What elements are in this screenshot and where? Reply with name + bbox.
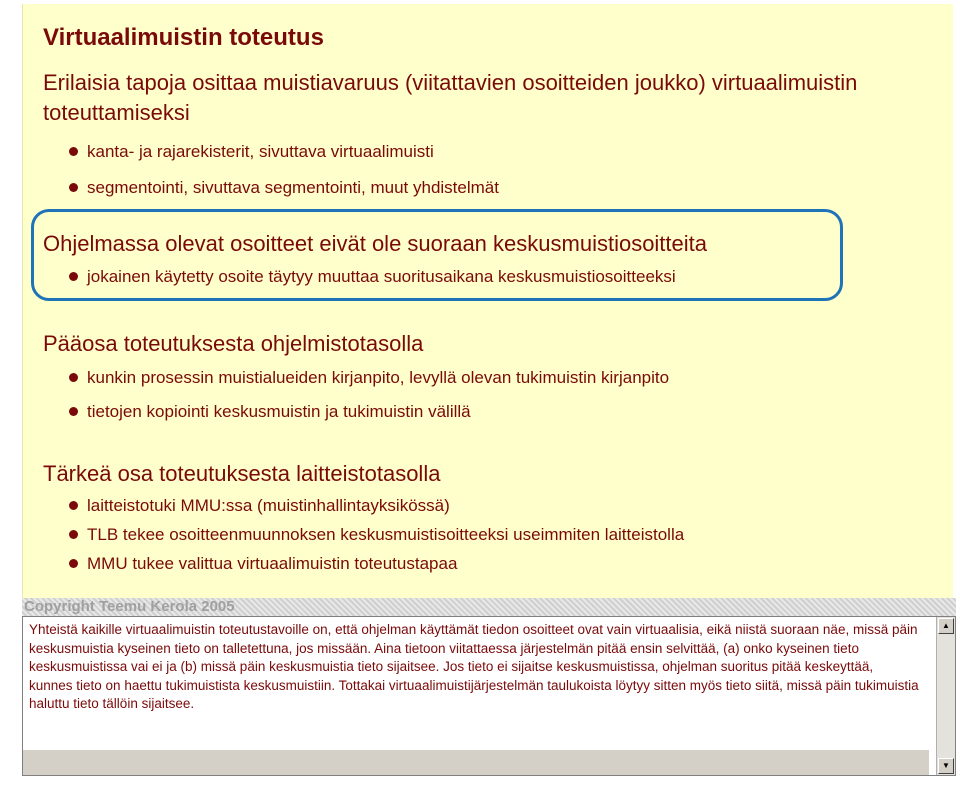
bullet-text: MMU tukee valittua virtuaalimuistin toteutustapaa bbox=[87, 554, 458, 573]
slide-canvas bbox=[22, 4, 953, 598]
section-heading: Ohjelmassa olevat osoitteet eivät ole suoraan keskusmuistiosoitteita bbox=[43, 231, 708, 256]
bullet-dot-icon bbox=[69, 147, 78, 156]
bullet-item bbox=[69, 361, 933, 395]
notes-empty-area bbox=[23, 750, 929, 775]
bullet-item bbox=[69, 491, 933, 520]
scroll-down-arrow-icon[interactable]: ▼ bbox=[938, 758, 954, 774]
slide-title: Virtuaalimuistin toteutus bbox=[43, 24, 324, 51]
bullet-text: jokainen käytetty osoite täytyy muuttaa suoritusaikana keskusmuistiosoitteeksi bbox=[87, 267, 676, 286]
bullet-dot-icon bbox=[69, 373, 78, 382]
bullet-dot-icon bbox=[69, 272, 78, 281]
bullet-list bbox=[43, 134, 933, 206]
bullet-item bbox=[69, 134, 933, 170]
bullet-text: segmentointi, sivuttava segmentointi, muut yhdistelmät bbox=[87, 178, 499, 197]
bullet-text: TLB tekee osoitteenmuunnoksen keskusmuistisoitteeksi useimmiten laitteistolla bbox=[87, 525, 685, 544]
scroll-up-arrow-icon[interactable]: ▲ bbox=[938, 618, 954, 634]
bullet-dot-icon bbox=[69, 183, 78, 192]
speaker-notes-pane[interactable] bbox=[22, 616, 956, 776]
bullet-item bbox=[69, 549, 933, 578]
bullet-item bbox=[69, 520, 933, 549]
bullet-text: kunkin prosessin muistialueiden kirjanpito, levyllä olevan tukimuistin kirjanpito bbox=[87, 368, 670, 387]
copyright-banner: Copyright Teemu Kerola 2005 bbox=[22, 598, 956, 616]
bullet-list bbox=[43, 361, 933, 429]
bullet-item bbox=[69, 259, 933, 295]
section-memory-partitioning bbox=[43, 68, 933, 206]
bullet-text: kanta- ja rajarekisterit, sivuttava virtuaalimuisti bbox=[87, 142, 434, 161]
bullet-text: laitteistotuki MMU:ssa (muistinhallintayksikössä) bbox=[87, 496, 450, 515]
section-heading: Tärkeä osa toteutuksesta laitteistotasolla bbox=[43, 461, 441, 486]
bullet-dot-icon bbox=[69, 501, 78, 510]
section-hardware-level bbox=[43, 459, 933, 578]
speaker-notes-text[interactable]: Yhteistä kaikille virtuaalimuistin toteutustavoille on, että ohjelman käyttämät tiedon osoitteet ovat vain virtuaalisia, eikä niistä suoraan näe, missä päin keskusmuistia kyseinen tieto on talletettuna, jos missään. Aina tietoon viitattaessa järjestelmän pitää ensin selvittää, (a) onko kyseinen tieto keskusmuistissa vai ei ja (b) missä päin keskusmuistia tieto sijaitsee. Jos tieto ei sijaitse keskusmuistissa, ohjelman suoritus pitää keskeyttää, kunnes tieto on haettu tukimuistista keskusmuistiin. Tottakai virtuaalimuistijärjestelmän taulukoista löytyy sitten myös tieto siitä, missä päin tukimuistia haluttu tieto tällöin sijaitsee. bbox=[29, 622, 919, 711]
bullet-list bbox=[43, 491, 933, 578]
bullet-item bbox=[69, 170, 933, 206]
bullet-dot-icon bbox=[69, 530, 78, 539]
bullet-dot-icon bbox=[69, 407, 78, 416]
section-heading: Pääosa toteutuksesta ohjelmistotasolla bbox=[43, 331, 424, 356]
bullet-dot-icon bbox=[69, 559, 78, 568]
bullet-item bbox=[69, 395, 933, 429]
notes-scrollbar[interactable] bbox=[936, 617, 955, 775]
section-heading: Erilaisia tapoja osittaa muistiavaruus (viitattavien osoitteiden joukko) virtuaalimuistin toteuttamiseksi bbox=[43, 70, 858, 125]
bullet-text: tietojen kopiointi keskusmuistin ja tukimuistin välillä bbox=[87, 402, 471, 421]
section-software-level bbox=[43, 329, 933, 429]
bullet-list bbox=[43, 259, 933, 295]
section-address-translation bbox=[43, 229, 933, 295]
